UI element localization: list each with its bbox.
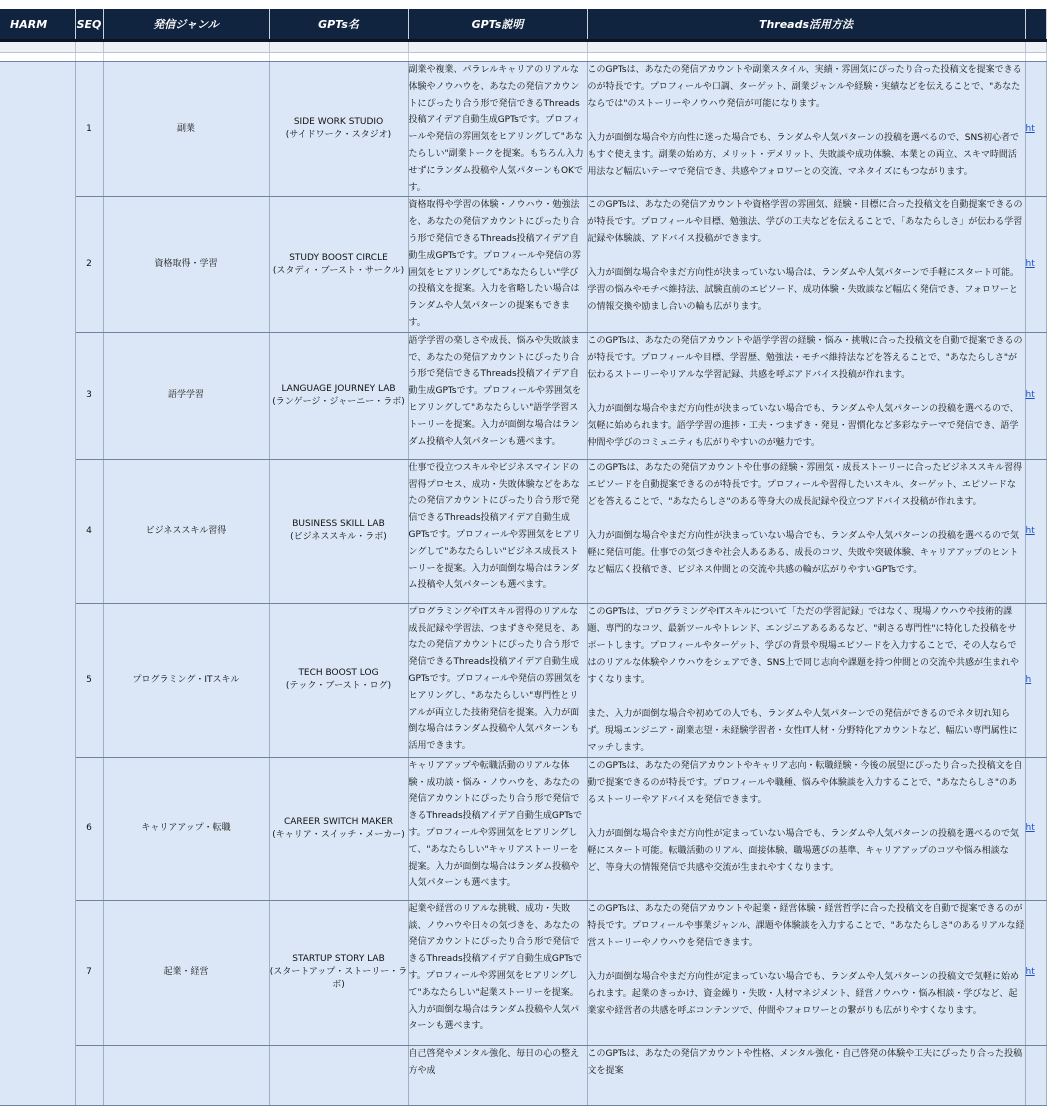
gpts-name-en: CAREER SWITCH MAKER — [283, 816, 394, 827]
gpts-name-cell[interactable] — [269, 332, 408, 459]
gap-row — [0, 53, 1046, 62]
seq-cell[interactable]: 7 — [75, 900, 103, 1045]
gpts-name-ja: (ビジネススキル・ラボ) — [290, 532, 387, 543]
usage-paragraph-1: このGPTsは、あなたの発信アカウントや起業・経営体験・経営哲学に合った投稿文を自動で提案できるのが特長です。プロフィールや事業ジャンル、課題や体験談を入力することで、"あなたらしさ"のあるリアルな経営ストーリーやノウハウを発信できます。 — [587, 903, 1025, 948]
col-header-usage[interactable]: Threads活用方法 — [587, 9, 1025, 41]
usage-paragraph-1: このGPTsは、あなたの発信アカウントやキャリア志向・転職経験・今後の展望にぴったり合った投稿文を自動で提案できるのが特長です。プロフィールや職種、悩みや体験談を入力することで、"あなたらしさ"のあるストーリーやアドバイスを発信できます。 — [587, 760, 1023, 805]
usage-cell[interactable] — [587, 332, 1025, 459]
seq-cell[interactable]: 3 — [75, 332, 103, 459]
desc-cell[interactable]: キャリアアップや転職活動のリアルな体験・成功談・悩み・ノウハウを、あなたの発信アカウントにぴったり合う形で発信できるThreads投稿アイデア自動生成GPTsです。プロフィールや雰囲気をヒアリングして、"あなたらしい"キャリアストーリーを提案。入力が面倒な場合はランダム投稿や人気パターンも選べます。 — [408, 757, 587, 900]
seq-cell[interactable]: 2 — [75, 197, 103, 332]
gpts-name-en: LANGUAGE JOURNEY LAB — [281, 383, 396, 394]
gap-cell[interactable] — [587, 53, 1025, 62]
usage-cell[interactable] — [587, 757, 1025, 900]
genre-cell[interactable]: 資格取得・学習 — [103, 197, 269, 332]
header-row — [0, 9, 1046, 41]
desc-cell[interactable]: 副業や複業、パラレルキャリアのリアルな体験やノウハウを、あなたの発信アカウントにぴったり合う形で発信できるThreads投稿アイデア自動生成GPTsです。プロフィールや発信の雰囲気をヒアリングして"あなたらしい"副業トークを提案。もちろん入力せずにランダム投稿や人気パターンもOKです。 — [408, 62, 587, 197]
col-header-genre[interactable]: 発信ジャンル — [103, 9, 269, 41]
usage-cell[interactable] — [587, 1045, 1025, 1105]
link-cell[interactable]: ht — [1025, 62, 1046, 197]
link-cell[interactable]: ht — [1025, 900, 1046, 1045]
gap-cell[interactable] — [0, 53, 75, 62]
table-row — [0, 332, 1046, 459]
genre-cell[interactable]: プログラミング・ITスキル — [103, 603, 269, 757]
spacer-cell[interactable] — [1025, 41, 1046, 53]
seq-cell[interactable]: 5 — [75, 603, 103, 757]
table-row — [0, 197, 1046, 332]
usage-paragraph-1: このGPTsは、あなたの発信アカウントや資格学習の雰囲気、経験・目標に合った投稿文を自動提案できるのが特長です。プロフィールや目標、勉強法、学びの工夫などを伝えることで、「あなたらしさ」が伝わる学習記録や体験談、アドバイス投稿ができます。 — [587, 200, 1023, 245]
link-cell[interactable]: ht — [1025, 197, 1046, 332]
usage-cell[interactable] — [587, 900, 1025, 1045]
table-row — [0, 603, 1046, 757]
usage-paragraph-2: 入力が面倒な場合やまだ方向性が決まっていない場合でも、ランダムや人気パターンの投稿を選べるので、気軽に始められます。語学学習の進捗・工夫・つまずき・発見・習慣化など多彩なテーマで発信でき、語学仲間や学びのコミュニティも広がりやすいのが魅力です。 — [587, 403, 1019, 448]
table-row — [0, 459, 1046, 603]
gap-cell[interactable] — [103, 53, 269, 62]
col-header-harm[interactable]: HARM — [0, 9, 75, 41]
gpts-name-cell[interactable] — [269, 757, 408, 900]
desc-cell[interactable]: プログラミングやITスキル習得のリアルな成長記録や学習法、つまずきや発見を、あなたの発信アカウントにぴったり合う形で発信できるThreads投稿アイデア自動生成GPTsです。プロフィールや発信の雰囲気をヒアリングし、"あなたらしい"専門性とリアルが両立した技術発信を提案。入力が面倒な場合はランダム投稿や人気パターンも活用できます。 — [408, 603, 587, 757]
usage-paragraph-1: このGPTsは、プログラミングやITスキルについて「ただの学習記録」ではなく、現場ノウハウや技術的課題、専門的なコツ、最新ツールやトレンド、エンジニアあるあるなど、"刺さる専門性"に特化した投稿をサポートします。プロフィールやターゲット、学びの背景や現場エピソードを入力することで、その人ならではのリアルな体験やノウハウをシェアでき、SNS上で同じ志向や課題を持つ仲間との交流や共感が生まれやすくなります。 — [587, 606, 1020, 685]
gpts-name-cell[interactable] — [269, 900, 408, 1045]
gpts-name-cell[interactable] — [269, 459, 408, 603]
col-header-link[interactable] — [1025, 9, 1046, 41]
gpts-name-cell[interactable] — [269, 62, 408, 197]
gpts-name-cell[interactable] — [269, 1045, 408, 1105]
spacer-cell[interactable] — [587, 41, 1025, 53]
seq-cell[interactable]: 6 — [75, 757, 103, 900]
gpts-name-en: STUDY BOOST CIRCLE — [289, 252, 388, 263]
usage-paragraph-1: このGPTsは、あなたの発信アカウントや副業スタイル、実績・雰囲気にぴったり合った投稿文を提案できるのが特長です。プロフィールや口調、ターゲット、副業ジャンルや経験・実績などを伝えることで、"あなたならでは"のストーリーやノウハウ発信が可能になります。 — [587, 65, 1022, 109]
spacer-row — [0, 41, 1046, 53]
spacer-cell[interactable] — [75, 41, 103, 53]
link-cell[interactable]: h — [1025, 603, 1046, 757]
seq-cell[interactable]: 4 — [75, 459, 103, 603]
usage-paragraph-2: 入力が面倒な場合やまだ方向性が決まっていない場合でも、ランダムや人気パターンの投稿を選べるので気軽に発信可能。仕事での気づきや社会人あるある、成長のコツ、失敗や突破体験、キャリアアップのヒントなど幅広く投稿でき、ビジネス仲間との交流や共感の輪が広がりやすいGPTsです。 — [587, 530, 1019, 575]
genre-cell[interactable]: キャリアアップ・転職 — [103, 757, 269, 900]
genre-cell[interactable]: ビジネススキル習得 — [103, 459, 269, 603]
gpts-name-ja: (サイドワーク・スタジオ) — [285, 130, 392, 141]
spacer-cell[interactable] — [103, 41, 269, 53]
table-row — [0, 1045, 1046, 1105]
usage-paragraph-2: 入力が面倒な場合やまだ方向性が定まっていない場合でも、ランダムや人気パターンの投稿を選べるので気軽にスタート可能。転職活動のリアル、面接体験、職場選びの基準、キャリアアップのコツや悩み相談など、等身大の情報発信で共感や交流が生まれやすくなります。 — [587, 828, 1019, 873]
link-cell[interactable] — [1025, 1045, 1046, 1105]
genre-cell[interactable]: 副業 — [103, 62, 269, 197]
spacer-cell[interactable] — [408, 41, 587, 53]
desc-cell[interactable]: 語学学習の楽しさや成長、悩みや失敗談まで、あなたの発信アカウントにぴったり合う形で発信できるThreads投稿アイデア自動生成GPTsです。プロフィールや雰囲気をヒアリングして"あなたらしい"語学学習ストーリーを提案。入力が面倒な場合はランダム投稿や人気パターンも選べます。 — [408, 332, 587, 459]
desc-cell[interactable]: 起業や経営のリアルな挑戦、成功・失敗談、ノウハウや日々の気づきを、あなたの発信アカウントにぴったり合う形で発信できるThreads投稿アイデア自動生成GPTsです。プロフィールや雰囲気をヒアリングして"あなたらしい"起業ストーリーを提案。入力が面倒な場合はランダム投稿や人気パターンも選べます。 — [408, 900, 587, 1045]
col-header-name[interactable]: GPTs名 — [269, 9, 408, 41]
genre-cell[interactable] — [103, 1045, 269, 1105]
usage-cell[interactable] — [587, 459, 1025, 603]
usage-paragraph-1: このGPTsは、あなたの発信アカウントや性格、メンタル強化・自己啓発の体験や工夫にぴったり合った投稿文を提案 — [587, 1048, 1023, 1076]
table-row — [0, 757, 1046, 900]
usage-cell[interactable] — [587, 603, 1025, 757]
usage-paragraph-2: 入力が面倒な場合やまだ方向性が定まっていない場合でも、ランダムや人気パターンの投稿文で気軽に始められます。起業のきっかけ、資金繰り・失敗・人材マネジメント、経営ノウハウ・悩み相談・学びなど、起業家や経営者の共感を呼ぶコンテンツで、仲間やフォロワーとの繋がりも広がりやすくなります。 — [587, 971, 1019, 1016]
harm-cell[interactable] — [0, 62, 75, 1106]
spacer-cell[interactable] — [269, 41, 408, 53]
usage-paragraph-1: このGPTsは、あなたの発信アカウントや語学学習の経験・悩み・挑戦に合った投稿文を自動で提案できるのが特長です。プロフィールや目標、学習歴、勉強法・モチベ維持法などを答えることで、"あなたらしさ"が伝わるストーリーやリアルな学習記録、共感を呼ぶアドバイス投稿が作れます。 — [587, 335, 1023, 380]
desc-cell[interactable]: 資格取得や学習の体験・ノウハウ・勉強法を、あなたの発信アカウントにぴったり合う形で発信できるThreads投稿アイデア自動生成GPTsです。プロフィールや発信の雰囲気をヒアリングして"あなたらしい"学びの投稿文を提案。入力を省略したい場合はランダムや人気パターンの提案もできます。 — [408, 197, 587, 332]
gpts-name-cell[interactable] — [269, 197, 408, 332]
gpts-name-en: BUSINESS SKILL LAB — [292, 519, 385, 530]
spacer-cell[interactable] — [0, 41, 75, 53]
gpts-name-en: TECH BOOST LOG — [298, 668, 379, 679]
top-margin — [0, 0, 1036, 9]
seq-cell[interactable] — [75, 1045, 103, 1105]
usage-cell[interactable] — [587, 197, 1025, 332]
gpts-name-ja: (キャリア・スイッチ・メーカー) — [272, 829, 405, 840]
usage-paragraph-2: 入力が面倒な場合やまだ方向性が決まっていない場合は、ランダムや人気パターンで手軽にスタート可能。学習の悩みやモチベ維持法、試験直前のエピソード、成功体験・失敗談など幅広く発信でき、フォロワーとの情報交換や励まし合いの輪も広がります。 — [587, 268, 1019, 313]
desc-cell[interactable]: 自己啓発やメンタル強化、毎日の心の整え方や成 — [408, 1045, 587, 1105]
genre-cell[interactable]: 起業・経営 — [103, 900, 269, 1045]
col-header-seq[interactable]: SEQ — [75, 9, 103, 41]
col-header-desc[interactable]: GPTs説明 — [408, 9, 587, 41]
usage-paragraph-1: このGPTsは、あなたの発信アカウントや仕事の経験・雰囲気・成長ストーリーに合ったビジネススキル習得エピソードを自動提案できるのが特長です。プロフィールや習得したいスキル、ターゲット、エピソードなどを答えることで、"あなたらしさ"のある等身大の成長記録や役立つアドバイス投稿が作れます。 — [587, 462, 1023, 507]
gap-cell[interactable] — [1025, 53, 1046, 62]
link-cell[interactable]: ht — [1025, 459, 1046, 603]
gap-cell[interactable] — [269, 53, 408, 62]
gap-cell[interactable] — [75, 53, 103, 62]
table-row — [0, 900, 1046, 1045]
gpts-name-cell[interactable] — [269, 603, 408, 757]
gpts-name-ja: (ランゲージ・ジャーニー・ラボ) — [272, 396, 405, 407]
desc-cell[interactable]: 仕事で役立つスキルやビジネスマインドの習得プロセス、成功・失敗体験などをあなたの発信アカウントにぴったり合う形で発信できるThreads投稿アイデア自動生成GPTsです。プロフィールや雰囲気をヒアリングして"あなたらしい"ビジネス成長ストーリーを提案。入力が面倒な場合はランダム投稿や人気パターンも選べます。 — [408, 459, 587, 603]
link-cell[interactable]: ht — [1025, 757, 1046, 900]
gpts-name-ja: (テック・ブースト・ログ) — [285, 681, 392, 692]
usage-paragraph-2: 入力が面倒な場合や方向性に迷った場合でも、ランダムや人気パターンの投稿を選べるので、SNS初心者でもすぐ使えます。副業の始め方、メリット・デメリット、失敗談や成功体験、本業との両立、スキマ時間活用法など幅広いテーマで発信でき、共感やフォロワーとの交流、マネタイズにもつながります。 — [587, 133, 1019, 177]
link-cell[interactable]: ht — [1025, 332, 1046, 459]
gap-cell[interactable] — [408, 53, 587, 62]
usage-paragraph-2: また、入力が面倒な場合や初めての人でも、ランダムや人気パターンでの発信ができるのでネタ切れ知らず。現場エンジニア・副業志望・未経験学習者・女性IT人材・分野特化アカウントなど、幅広い専門属性にマッチします。 — [587, 708, 1018, 753]
gpts-name-en: SIDE WORK STUDIO — [293, 117, 384, 128]
gpts-name-en: STARTUP STORY LAB — [292, 954, 385, 965]
seq-cell[interactable]: 1 — [75, 62, 103, 197]
gpts-name-ja: (スタディ・ブースト・サークル) — [272, 265, 405, 276]
gpts-table — [0, 9, 1047, 1106]
gpts-name-ja: (スタートアップ・ストーリー・ラボ) — [269, 967, 408, 991]
table-row — [0, 62, 1046, 197]
genre-cell[interactable]: 語学学習 — [103, 332, 269, 459]
usage-cell[interactable] — [587, 62, 1025, 197]
